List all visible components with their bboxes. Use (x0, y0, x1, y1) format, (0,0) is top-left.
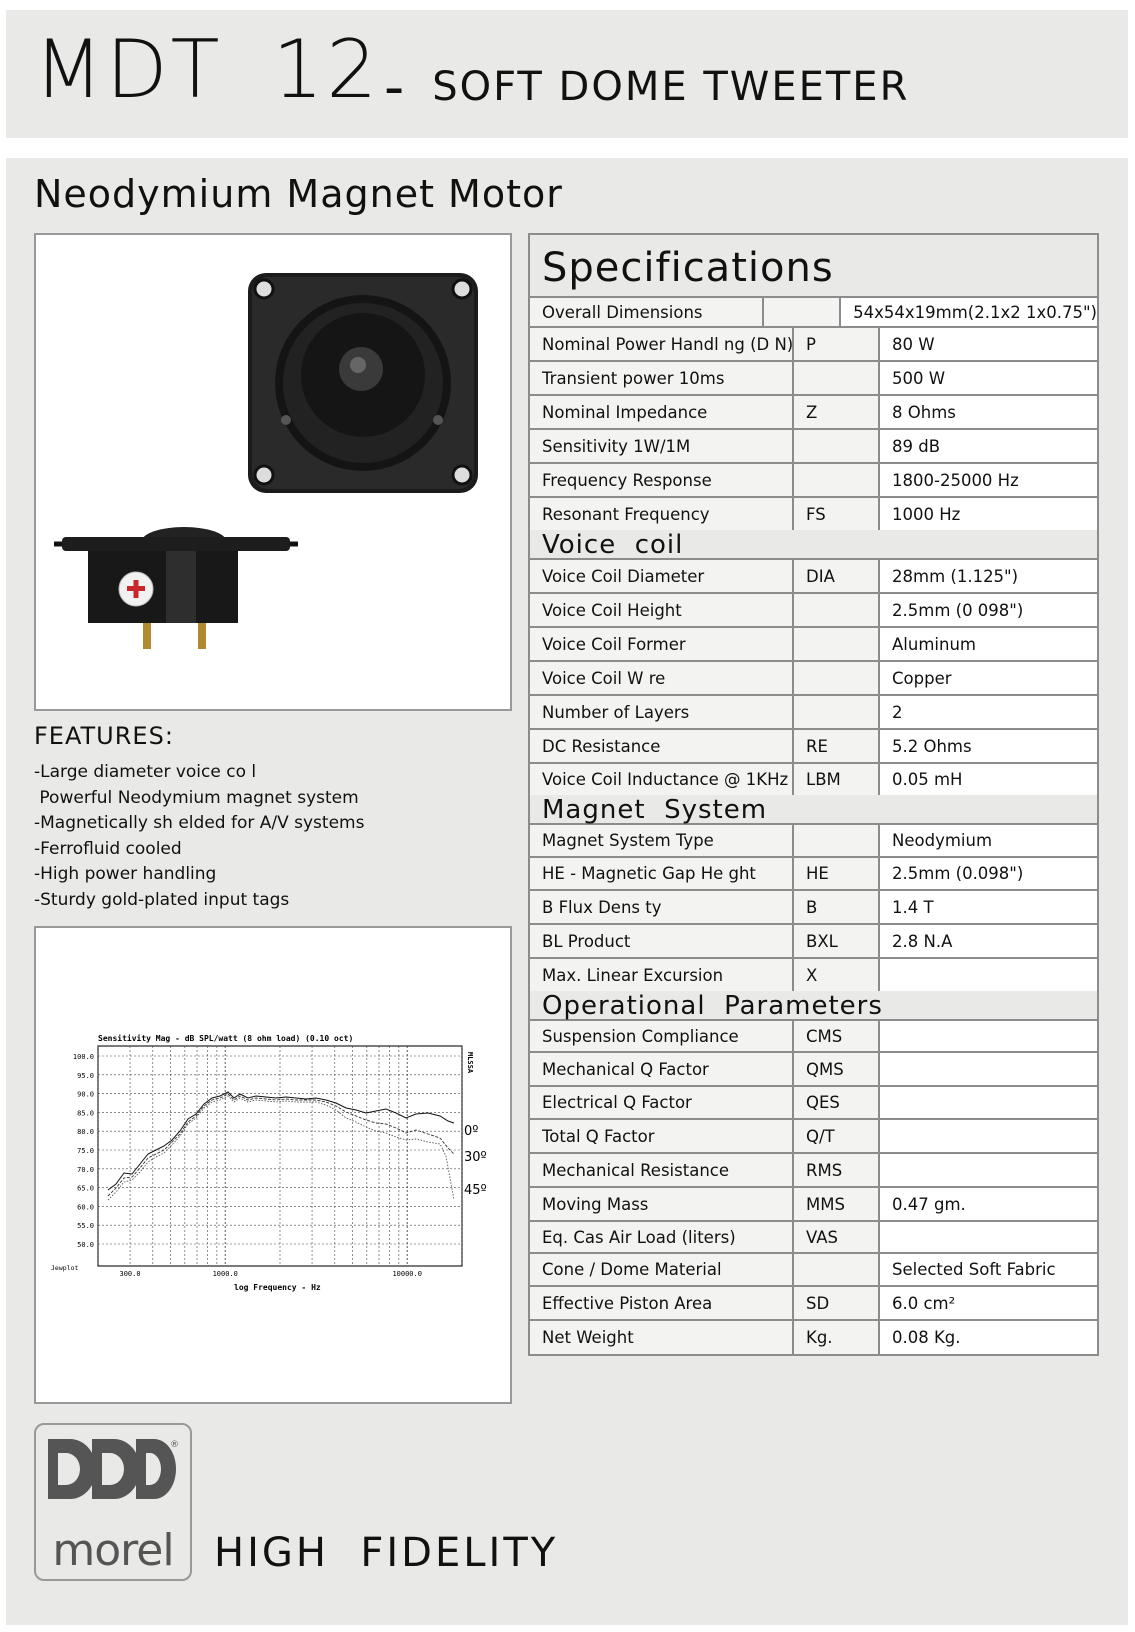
spec-row (530, 696, 1097, 728)
spec-row (530, 1154, 1097, 1186)
spec-row (530, 560, 1097, 592)
spec-name: Voice Coil W re (530, 662, 792, 694)
spec-row (530, 430, 1097, 462)
spec-symbol: VAS (794, 1222, 878, 1252)
spec-row (530, 1053, 1097, 1085)
spec-row (530, 328, 1097, 360)
spec-value: 0.05 mH (880, 764, 1097, 795)
product-subtitle (384, 55, 963, 120)
morel-logo (34, 1423, 192, 1581)
curve-0-deg (108, 1092, 454, 1190)
spec-row (530, 464, 1097, 496)
spec-row (530, 1120, 1097, 1152)
angle-label-30: 30º (464, 1150, 487, 1165)
graph-side-label (466, 1052, 474, 1074)
spec-value: 54x54x19mm(2.1x2 1x0.75") (841, 298, 1097, 326)
spec-name: Frequency Response (530, 464, 792, 496)
spec-symbol (794, 628, 878, 660)
spec-row (530, 730, 1097, 762)
spec-value: 500 W (880, 362, 1097, 394)
spec-name: Number of Layers (530, 696, 792, 728)
graph-xlabel: log Frequency - Hz (234, 1283, 321, 1292)
spec-name: Moving Mass (530, 1188, 792, 1220)
logo-wordmark: morel (52, 1525, 174, 1576)
spec-value: 1.4 T (880, 891, 1097, 923)
spec-symbol (794, 696, 878, 728)
spec-value: 5.2 Ohms (880, 730, 1097, 762)
spec-row (530, 628, 1097, 660)
y-tick-label: 90.0 (77, 1090, 94, 1099)
y-tick-label: 85.0 (77, 1109, 94, 1118)
spec-value (880, 1053, 1097, 1085)
spec-symbol (794, 594, 878, 626)
spec-row (530, 498, 1097, 530)
feature-item: -Magnetically sh elded for A/V systems (34, 813, 365, 833)
y-tick-labels (73, 1053, 94, 1249)
spec-symbol (794, 825, 878, 856)
title-dash: - (384, 55, 407, 120)
spec-name: Suspension Compliance (530, 1021, 792, 1051)
tweeter-illustration (36, 235, 510, 709)
spec-name: Voice Coil Former (530, 628, 792, 660)
spec-symbol (794, 662, 878, 694)
spec-name: Voice Coil Height (530, 594, 792, 626)
motor-title: Neodymium Magnet Motor (34, 172, 563, 216)
spec-symbol: HE (794, 858, 878, 889)
spec-name: Eq. Cas Air Load (liters) (530, 1222, 792, 1252)
spec-value: 2 (880, 696, 1097, 728)
spec-symbol: BXL (794, 925, 878, 957)
spec-symbol: MMS (794, 1188, 878, 1220)
spec-name: Nominal Impedance (530, 396, 792, 428)
y-tick-label: 70.0 (77, 1165, 94, 1174)
spec-value: Copper (880, 662, 1097, 694)
graph-title: Sensitivity Mag - dB SPL/watt (8 ohm load) (0.10 oct) (98, 1034, 354, 1043)
spec-symbol: Q/T (794, 1120, 878, 1152)
spec-row (530, 362, 1097, 394)
voice-coil-rows (530, 560, 1097, 795)
graph-svg (36, 928, 510, 1402)
spec-symbol (794, 1254, 878, 1285)
spec-row (530, 1222, 1097, 1252)
spec-value: 2.8 N.A (880, 925, 1097, 957)
spec-value: 0.08 Kg. (880, 1321, 1097, 1354)
spec-symbol (794, 430, 878, 462)
spec-value: 1800-25000 Hz (880, 464, 1097, 496)
y-tick-label: 100.0 (72, 1053, 94, 1061)
general-spec-rows (530, 298, 1097, 530)
spec-symbol: DIA (794, 560, 878, 592)
spec-name: Resonant Frequency (530, 498, 792, 530)
spec-symbol: RMS (794, 1154, 878, 1186)
spec-symbol: X (794, 959, 878, 991)
model-prefix: MDT (34, 23, 223, 116)
angle-label-0: 0º (464, 1124, 479, 1139)
spec-row (530, 764, 1097, 795)
spec-value: 2.5mm (0 098") (880, 594, 1097, 626)
y-tick-label: 55.0 (77, 1222, 94, 1231)
spec-name: Overall Dimensions (530, 298, 762, 326)
feature-item: -High power handling (34, 864, 217, 884)
y-tick-label: 60.0 (77, 1203, 94, 1212)
spec-name: Nominal Power Handl ng (D N) (530, 328, 792, 360)
magnet-system-heading: Magnet System (530, 795, 1097, 823)
spec-value (880, 1021, 1097, 1051)
y-tick-label: 50.0 (77, 1241, 94, 1249)
spec-name: Magnet System Type (530, 825, 792, 856)
spec-symbol: RE (794, 730, 878, 762)
spec-row (530, 1087, 1097, 1118)
spec-row (530, 858, 1097, 889)
svg-text:MLSSA: MLSSA (466, 1052, 474, 1074)
spec-name: Electrical Q Factor (530, 1087, 792, 1118)
spec-value: Selected Soft Fabric (880, 1254, 1097, 1285)
spec-value: Aluminum (880, 628, 1097, 660)
spec-name: DC Resistance (530, 730, 792, 762)
spec-value (880, 959, 1097, 991)
spec-name: Mechanical Q Factor (530, 1053, 792, 1085)
spec-value (880, 1087, 1097, 1118)
spec-value (880, 1154, 1097, 1186)
spec-value: 1000 Hz (880, 498, 1097, 530)
spec-row (530, 959, 1097, 991)
spec-value: Neodymium (880, 825, 1097, 856)
specifications-table (528, 233, 1099, 1356)
high-fidelity-tagline: HIGH FIDELITY (214, 1530, 559, 1576)
spec-value (880, 1222, 1097, 1252)
spec-name: Voice Coil Diameter (530, 560, 792, 592)
feature-item: Powerful Neodymium magnet system (34, 787, 359, 808)
operational-parameters-heading: Operational Parameters (530, 991, 1097, 1019)
feature-item: -Large diameter voice co l (34, 762, 257, 782)
logo-symbol (36, 1425, 190, 1525)
spec-row (530, 891, 1097, 923)
spec-symbol: FS (794, 498, 878, 530)
spec-row (530, 825, 1097, 856)
spec-row (530, 396, 1097, 428)
spec-symbol (794, 464, 878, 496)
spec-value: 28mm (1.125") (880, 560, 1097, 592)
spec-symbol: QES (794, 1087, 878, 1118)
voice-coil-heading: Voice coil (530, 530, 1097, 558)
spec-symbol (764, 298, 839, 326)
spec-value: 8 Ohms (880, 396, 1097, 428)
operational-rows (530, 1021, 1097, 1354)
spec-name: Total Q Factor (530, 1120, 792, 1152)
spec-row (530, 1021, 1097, 1051)
spec-name: Max. Linear Excursion (530, 959, 792, 991)
spec-row (530, 1188, 1097, 1220)
x-tick-label: 10000.0 (392, 1270, 422, 1278)
features-section (34, 722, 514, 913)
features-title: FEATURES: (34, 722, 174, 750)
spec-symbol: SD (794, 1287, 878, 1319)
spec-row (530, 662, 1097, 694)
spec-row (530, 594, 1097, 626)
spec-symbol: Z (794, 396, 878, 428)
x-tick-labels (120, 1270, 422, 1278)
spec-value: 80 W (880, 328, 1097, 360)
spec-symbol (794, 362, 878, 394)
spec-name: Voice Coil Inductance @ 1KHz (530, 764, 792, 795)
spec-symbol: QMS (794, 1053, 878, 1085)
model-number: 12 (272, 23, 381, 116)
x-tick-label: 1000.0 (212, 1270, 238, 1278)
spec-name: Cone / Dome Material (530, 1254, 792, 1285)
subtitle-text: SOFT DOME TWEETER (432, 64, 910, 110)
graph-grid (98, 1046, 462, 1266)
graph-corner-label: Jewplot (51, 1264, 79, 1272)
spec-symbol: LBM (794, 764, 878, 795)
spec-value: 89 dB (880, 430, 1097, 462)
response-curves (108, 1092, 454, 1200)
spec-row (530, 1254, 1097, 1285)
product-photo (34, 233, 512, 711)
spec-name: Mechanical Resistance (530, 1154, 792, 1186)
spec-name: Net Weight (530, 1321, 792, 1354)
y-tick-label: 75.0 (77, 1147, 94, 1155)
y-tick-label: 80.0 (77, 1128, 94, 1137)
model-title (34, 23, 381, 116)
x-tick-label: 300.0 (119, 1270, 141, 1278)
spec-name: Effective Piston Area (530, 1287, 792, 1319)
spec-row (530, 925, 1097, 957)
spec-row (530, 1287, 1097, 1319)
spec-row (530, 1321, 1097, 1354)
spec-value: 2.5mm (0.098") (880, 858, 1097, 889)
registered-mark: ® (170, 1440, 179, 1450)
specifications-title: Specifications (530, 235, 1097, 296)
spec-symbol: P (794, 328, 878, 360)
spec-symbol: B (794, 891, 878, 923)
curve-30-deg (108, 1094, 454, 1196)
y-tick-label: 95.0 (77, 1071, 94, 1080)
spec-symbol: Kg. (794, 1321, 878, 1354)
spec-name: HE - Magnetic Gap He ght (530, 858, 792, 889)
spec-name: B Flux Dens ty (530, 891, 792, 923)
spec-symbol: CMS (794, 1021, 878, 1051)
angle-label-45: 45º (464, 1183, 487, 1198)
spec-value (880, 1120, 1097, 1152)
magnet-system-rows (530, 825, 1097, 991)
spec-row (530, 298, 1097, 326)
y-tick-label: 65.0 (77, 1184, 94, 1193)
spec-name: BL Product (530, 925, 792, 957)
spec-value: 6.0 cm² (880, 1287, 1097, 1319)
spec-name: Sensitivity 1W/1M (530, 430, 792, 462)
spec-name: Transient power 10ms (530, 362, 792, 394)
feature-item: -Sturdy gold-plated input tags (34, 889, 290, 910)
frequency-response-graph (34, 926, 512, 1404)
feature-item: -Ferrofluid cooled (34, 838, 182, 859)
spec-value: 0.47 gm. (880, 1188, 1097, 1220)
